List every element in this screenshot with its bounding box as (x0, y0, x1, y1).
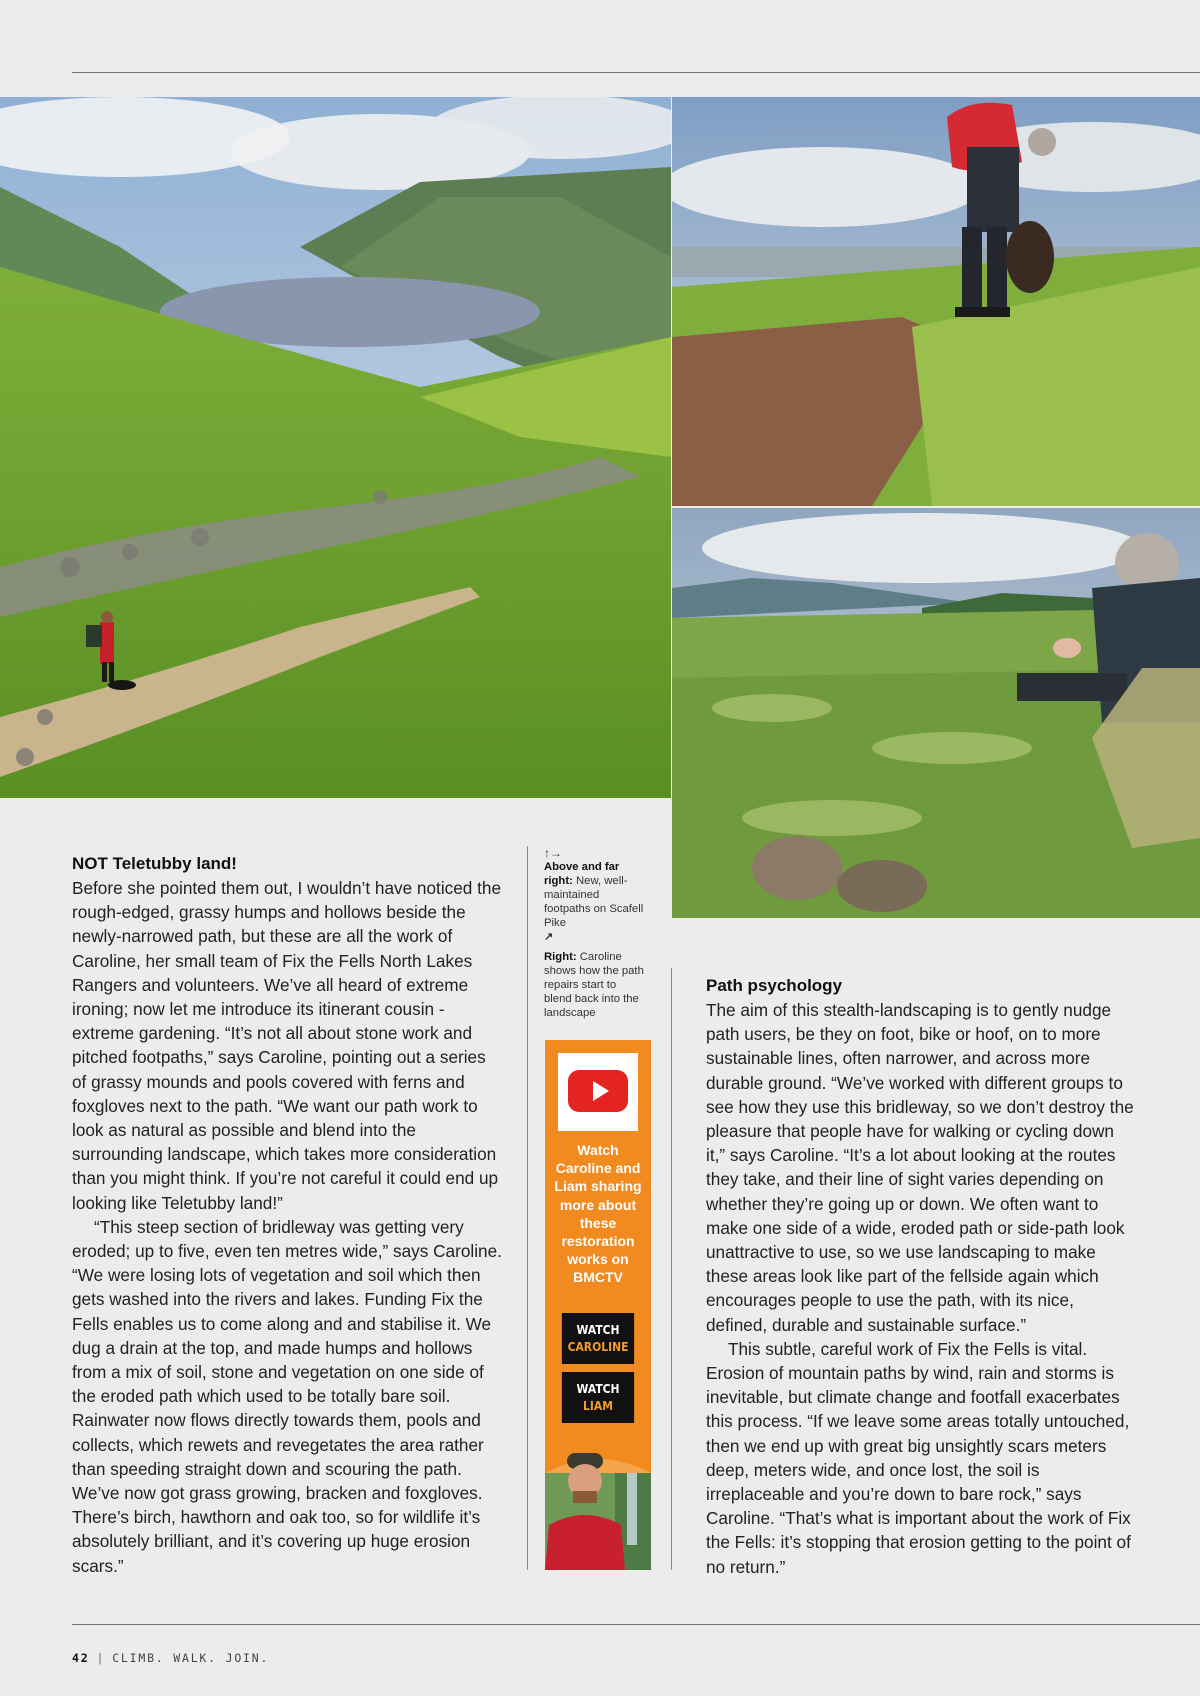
caption-text-2: Caroline shows how the path repairs start to blend back into the landscape (544, 951, 644, 1019)
youtube-play-icon[interactable] (558, 1053, 638, 1131)
caption-text-1: New, well-maintained footpaths on Scafell Pike (544, 875, 644, 929)
right-section-heading: Path psychology (706, 976, 843, 995)
right-article-column (706, 974, 1134, 1579)
watch-caroline-button[interactable]: WATCH CAROLINE (562, 1313, 634, 1364)
left-paragraph-2: “This steep section of bridleway was getting very eroded; up to five, even ten metres wide,” says Caroline. “We were losing lots of vegetation and soil which then gets washed into the rivers and lakes. Funding Fix the Fells enables us to come along and and stabilise it. We dug a drain at the top, and made humps and hollows from a mix of soil, stone and vegetation on one side of the eroded path which used to be totally bare soil. Rainwater now flows directly towards them, pools and collects, which rewets and revegetates the area rather than speeding straight down and scouring the path. We’ve now got grass growing, bracken and foxgloves. There’s birch, hawthorn and oak too, so for wildlife it’s absolutely brilliant, and it’s covering up huge erosion scars.” (72, 1216, 502, 1576)
left-paragraph-1: Before she pointed them out, I wouldn’t have noticed the rough-edged, grassy humps and hollows beside the newly-narrowed path, but these are all the work of Caroline, her small team of Fix the Fells North Lakes Rangers and volunteers. We’ve all heard of extreme ironing; now let me introduce its itinerant cousin - extreme gardening. “It’s not all about stone work and pitched footpaths,” says Caroline, pointing out a series of grassy mounds and pools covered with ferns and foxgloves next to the path. “We want our path work to look as natural as possible and blend into the surrounding landscape, which takes more consideration than you might think. If you’re not careful it could end up looking like Teletubby land!” (72, 878, 502, 1213)
left-section-heading: NOT Teletubby land! (72, 854, 237, 873)
page-number: 42 (72, 1651, 90, 1665)
caption-label-1: Above and far right: (544, 861, 620, 887)
arrow-upright-icon: ↗ (544, 931, 554, 943)
bottom-rule (72, 1624, 1200, 1625)
right-paragraph-2: This subtle, careful work of Fix the Fells is vital. Erosion of mountain paths by wind, rain and storms is inevitable, but climate change and footfall exacerbates this process. “If we leave some areas totally untouched, then we end up with great big unsightly scars meters deep, meters wide, and once lost, the soil is irreplaceable and you’re down to bare rock,” says Caroline. “That’s what is important about the work of Fix the Fells: it’s stopping that erosion getting to the point of no return.” (706, 1338, 1131, 1577)
left-article-column (72, 852, 502, 1578)
path-repair-photo (672, 97, 1200, 506)
bmctv-promo-panel (545, 1040, 651, 1570)
landscape-demo-photo (672, 508, 1200, 918)
caption-label-2: Right: (544, 951, 577, 963)
photo-caption (544, 846, 644, 1020)
top-rule (72, 72, 1200, 73)
column-divider-right (671, 968, 672, 1570)
page-footer (72, 1651, 269, 1665)
valley-path-photo (0, 97, 671, 798)
presenter-photo (545, 1445, 651, 1570)
footer-tagline: CLIMB. WALK. JOIN. (112, 1651, 270, 1665)
right-paragraph-1: The aim of this stealth-landscaping is to gently nudge path users, be they on foot, bike or hoof, on to more sustainable lines, often narrower, and across more durable ground. “We’ve worked with different groups to see how they use this bridleway, so we don’t destroy the pleasure that people have for walking or cycling down it,” says Caroline. “It’s a lot about looking at the routes they take, and their line of sight varies depending on whether they’re going up or down. We often want to make one side of a wide, eroded path or side-path look unattractive to use, so we use landscaping to make these areas look like part of the fellside again which encourages people to use the path, with its nice, defined, durable and sustainable surface.” (706, 1000, 1134, 1335)
column-divider-left (527, 846, 528, 1570)
arrows-icon: ↑→ (544, 846, 562, 860)
promo-text: Watch Caroline and Liam sharing more about these restoration works on BMCTV (554, 1142, 642, 1286)
watch-liam-button[interactable]: WATCH LIAM (562, 1372, 634, 1423)
footer-separator: | (96, 1651, 106, 1665)
